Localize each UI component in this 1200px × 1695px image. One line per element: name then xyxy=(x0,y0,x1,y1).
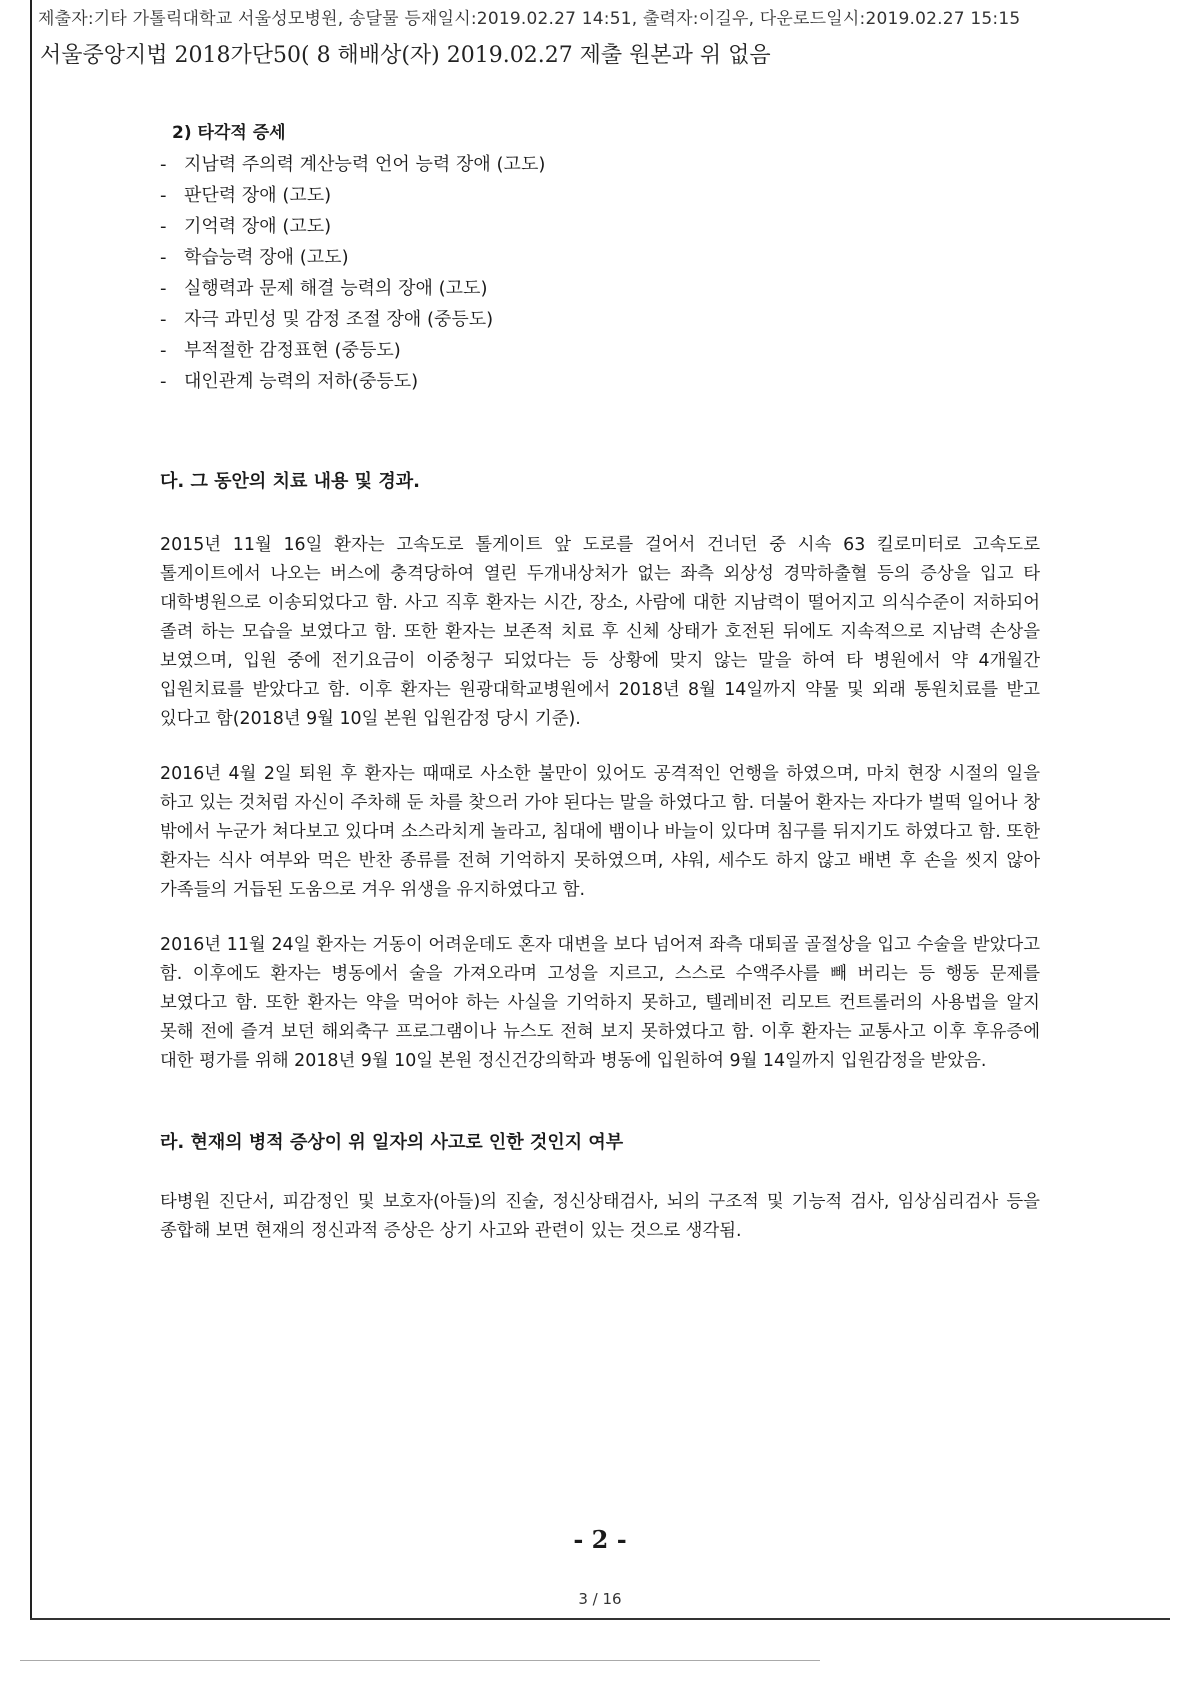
bottom-rule xyxy=(30,1618,1170,1620)
causation-paragraph: 타병원 진단서, 피감정인 및 보호자(아들)의 진술, 정신상태검사, 뇌의 구조적 및 기능적 검사, 임상심리검사 등을 종합해 보면 현재의 정신과적 증상은 상기 사고와 관련이 있는 것으로 생각됨. xyxy=(160,1192,1040,1241)
symptom-text: 기억력 장애 (고도) xyxy=(184,216,332,237)
list-item: - 부적절한 감정표현 (중등도) xyxy=(160,340,401,361)
page-counter: 3 / 16 xyxy=(578,1590,622,1608)
treatment-paragraph: 2016년 11월 24일 환자는 거동이 어려운데도 혼자 대변을 보다 넘어져 좌측 대퇴골 골절상을 입고 수술을 받았다고 함. 이후에도 환자는 병동에서 술을 가져오라며 고성을 지르고, 스스로 수액주사를 빼 버리는 등 행동 문제를 보였다고 함. 또한 환자는 약을 먹어야 하는 사실을 기억하지 못하고, 텔레비전 리모트 컨트롤러의 사용법을 알지 못해 전에 즐겨 보던 해외축구 프로그램이나 뉴스도 전혀 보지 못하였다고 함. 이후 환자는 교통사고 이후 후유증에 대한 평가를 위해 2018년 9월 10일 본원 정신건강의학과 병동에 입원하여 9월 14일까지 입원감정을 받았음. xyxy=(160,935,1040,1071)
causation-heading: 라. 현재의 병적 증상이 위 일자의 사고로 인한 것인지 여부 xyxy=(160,1132,624,1153)
treatment-paragraph: 2016년 4월 2일 퇴원 후 환자는 때때로 사소한 불만이 있어도 공격적인 언행을 하였으며, 마치 현장 시절의 일을 하고 있는 것처럼 자신이 주차해 둔 차를 찾으러 가야 된다는 말을 하였다고 함. 더불어 환자는 자다가 벌떡 일어나 창 밖에서 누군가 쳐다보고 있다며 소스라치게 놀라고, 침대에 뱀이나 바늘이 있다며 침구를 뒤지기도 하였다고 함. 또한 환자는 식사 여부와 먹은 반찬 종류를 전혀 기억하지 못하였으며, 샤워, 세수도 하지 않고 배변 후 손을 씻지 않아 가족들의 거듭된 도움으로 겨우 위생을 유지하였다고 함. xyxy=(160,764,1040,900)
symptom-text: 지남력 주의력 계산능력 언어 능력 장애 (고도) xyxy=(184,154,546,175)
symptoms-list xyxy=(160,149,1040,397)
bottom-scan-line xyxy=(20,1660,820,1661)
submission-stamp: 제출자:기타 가톨릭대학교 서울성모병원, 송달물 등재일시:2019.02.27 14:51, 출력자:이길우, 다운로드일시:2019.02.27 15:15 xyxy=(38,9,1021,29)
list-item: - 기억력 장애 (고도) xyxy=(160,216,332,237)
list-item: - 대인관계 능력의 저하(중등도) xyxy=(160,371,419,392)
symptom-text: 대인관계 능력의 저하(중등도) xyxy=(184,371,419,392)
list-item: - 판단력 장애 (고도) xyxy=(160,185,332,206)
court-stamp: 서울중앙지법 2018가단50( 8 해배상(자) 2019.02.27 제출 원본과 위 없음 xyxy=(40,43,771,68)
page-number: - 2 - xyxy=(573,1525,627,1554)
symptom-text: 판단력 장애 (고도) xyxy=(184,185,332,206)
treatment-paragraph: 2015년 11월 16일 환자는 고속도로 톨게이트 앞 도로를 걸어서 건너던 중 시속 63 킬로미터로 고속도로 톨게이트에서 나오는 버스에 충격당하여 열린 두개내상처가 없는 좌측 외상성 경막하출혈 등의 증상을 입고 타 대학병원으로 이송되었다고 함. 사고 직후 환자는 시간, 장소, 사람에 대한 지남력이 떨어지고 의식수준이 저하되어 졸려 하는 모습을 보였다고 함. 또한 환자는 보존적 치료 후 신체 상태가 호전된 뒤에도 지속적으로 지남력 손상을 보였으며, 입원 중에 전기요금이 이중청구 되었다는 등 상황에 맞지 않는 말을 하여 타 병원에서 약 4개월간 입원치료를 받았다고 함. 이후 환자는 원광대학교병원에서 2018년 8월 14일까지 약물 및 외래 통원치료를 받고 있다고 함(2018년 9월 10일 본원 입원감정 당시 기준). xyxy=(160,535,1040,729)
symptom-text: 부적절한 감정표현 (중등도) xyxy=(184,340,401,361)
symptoms-heading: 2) 타각적 증세 xyxy=(172,123,286,143)
document-body xyxy=(160,118,1040,1272)
symptom-text: 자극 과민성 및 감정 조절 장애 (중등도) xyxy=(184,309,494,330)
list-item: - 실행력과 문제 해결 능력의 장애 (고도) xyxy=(160,278,488,299)
symptom-text: 학습능력 장애 (고도) xyxy=(184,247,349,268)
list-item: - 자극 과민성 및 감정 조절 장애 (중등도) xyxy=(160,309,494,330)
left-border-line xyxy=(30,0,32,1620)
list-item: - 학습능력 장애 (고도) xyxy=(160,247,349,268)
list-item: - 지남력 주의력 계산능력 언어 능력 장애 (고도) xyxy=(160,154,546,175)
treatment-heading: 다. 그 동안의 치료 내용 및 경과. xyxy=(160,471,420,492)
symptom-text: 실행력과 문제 해결 능력의 장애 (고도) xyxy=(184,278,488,299)
